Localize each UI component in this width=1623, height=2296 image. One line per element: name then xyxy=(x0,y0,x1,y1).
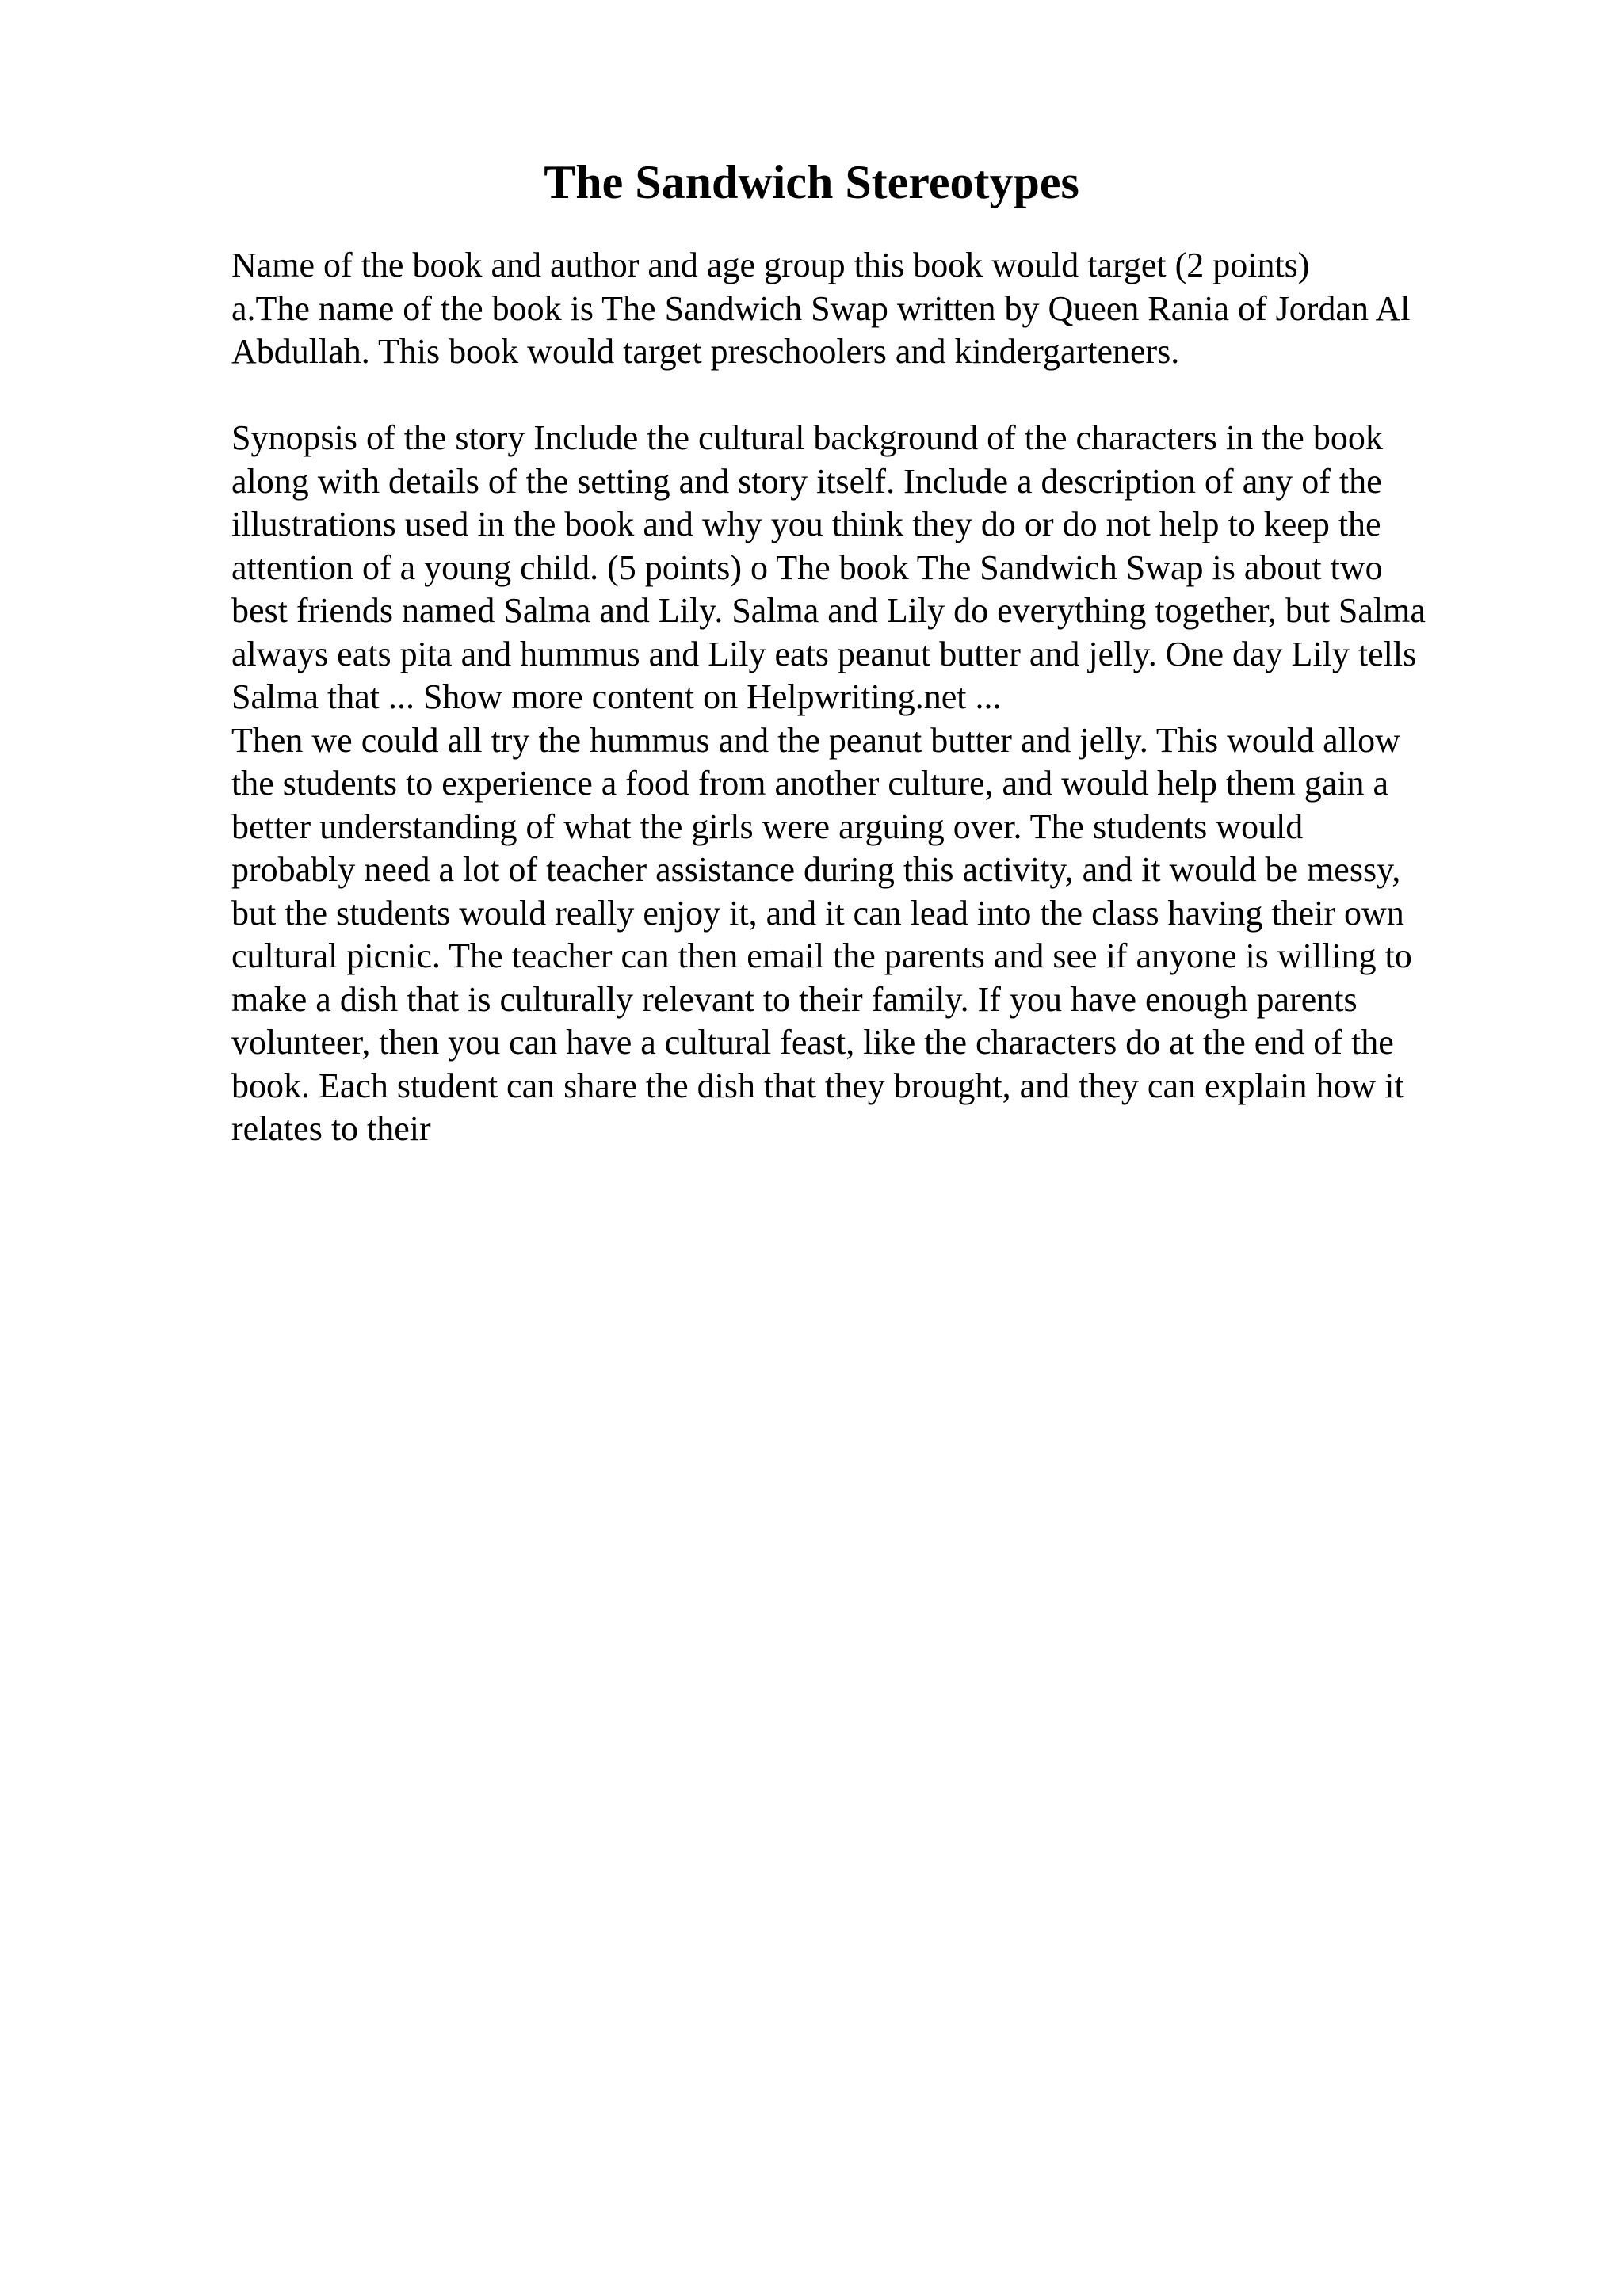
document-title: The Sandwich Stereotypes xyxy=(544,156,1079,208)
text-line: better understanding of what the girls were arguing over. The students would xyxy=(231,807,1304,846)
text-line: relates to their xyxy=(231,1109,431,1148)
text-line: Synopsis of the story Include the cultural background of the characters in the book xyxy=(231,418,1383,457)
text-line: along with details of the setting and story itself. Include a description of any of the xyxy=(231,461,1382,501)
text-line: Salma that ... Show more content on Helpwriting.net ... xyxy=(231,677,1002,716)
paragraph-spacer xyxy=(231,374,1531,418)
text-line: make a dish that is culturally relevant to their family. If you have enough parents xyxy=(231,979,1358,1019)
text-line: Then we could all try the hummus and the peanut butter and jelly. This would allow xyxy=(231,720,1400,760)
text-line: illustrations used in the book and why you think they do or do not help to keep the xyxy=(231,505,1381,543)
text-line: but the students would really enjoy it, and it can lead into the class having their own xyxy=(231,893,1404,933)
text-line: best friends named Salma and Lily. Salma and Lily do everything together, but Salma xyxy=(231,591,1426,630)
text-line: volunteer, then you can have a cultural feast, like the characters do at the end of the xyxy=(231,1023,1394,1062)
paragraph-synopsis xyxy=(231,417,1531,1151)
text-line: Name of the book and author and age group this book would target (2 points) xyxy=(231,246,1310,284)
text-line: a.The name of the book is The Sandwich Swap written by Queen Rania of Jordan Al xyxy=(231,288,1411,328)
document-body xyxy=(231,244,1531,1151)
text-line: Abdullah. This book would target preschoolers and kindergarteners. xyxy=(231,332,1180,371)
paragraph-book-info xyxy=(231,244,1531,374)
text-line: always eats pita and hummus and Lily eats peanut butter and jelly. One day Lily tells xyxy=(231,634,1417,673)
text-line: probably need a lot of teacher assistance during this activity, and it would be messy, xyxy=(231,850,1401,889)
text-line: book. Each student can share the dish that they brought, and they can explain how it xyxy=(231,1066,1404,1105)
text-line: attention of a young child. (5 points) o The book The Sandwich Swap is about two xyxy=(231,547,1383,587)
text-line: the students to experience a food from another culture, and would help them gain a xyxy=(231,764,1389,803)
text-line: cultural picnic. The teacher can then email the parents and see if anyone is willing to xyxy=(231,936,1412,975)
